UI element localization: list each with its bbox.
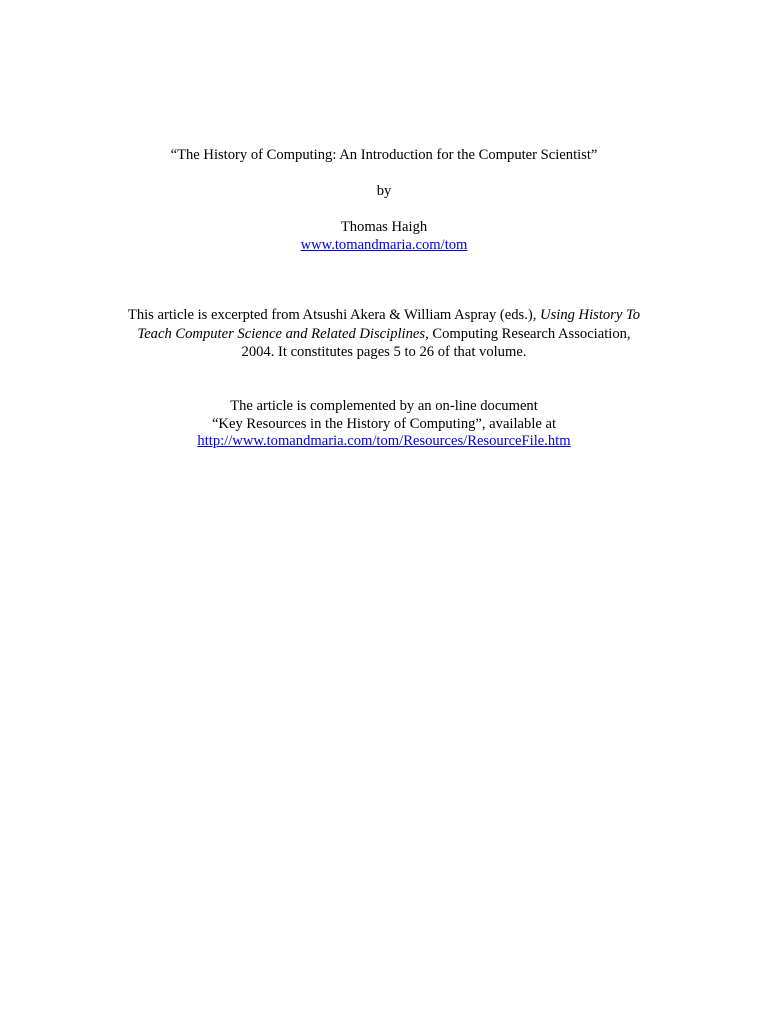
author-url-link[interactable]: www.tomandmaria.com/tom (300, 237, 468, 253)
excerpt-line-1 (0, 306, 768, 325)
complement-line-1: The article is complemented by an on-line document (230, 398, 538, 414)
byline-by: by (376, 183, 392, 199)
book-title-part-1: Using History To (540, 307, 641, 323)
resource-url-link[interactable]: http://www.tomandmaria.com/tom/Resources/ResourceFile.htm (197, 433, 571, 449)
excerpt-line-3: 2004. It constitutes pages 5 to 26 of that volume. (241, 344, 527, 360)
author-name: Thomas Haigh (340, 219, 428, 235)
book-title-part-2: Teach Computer Science and Related Disciplines (137, 326, 426, 342)
excerpt-line-2 (0, 325, 768, 344)
excerpt-text-2: , Computing Research Association, (425, 326, 631, 342)
author-url-line (0, 236, 768, 255)
article-title: “The History of Computing: An Introduction for the Computer Scientist” (170, 147, 598, 163)
resource-url-line (0, 432, 768, 451)
complement-line-2: “Key Resources in the History of Computing”, available at (211, 416, 557, 432)
excerpt-text-1: This article is excerpted from Atsushi Akera & William Aspray (eds.), (127, 307, 541, 323)
